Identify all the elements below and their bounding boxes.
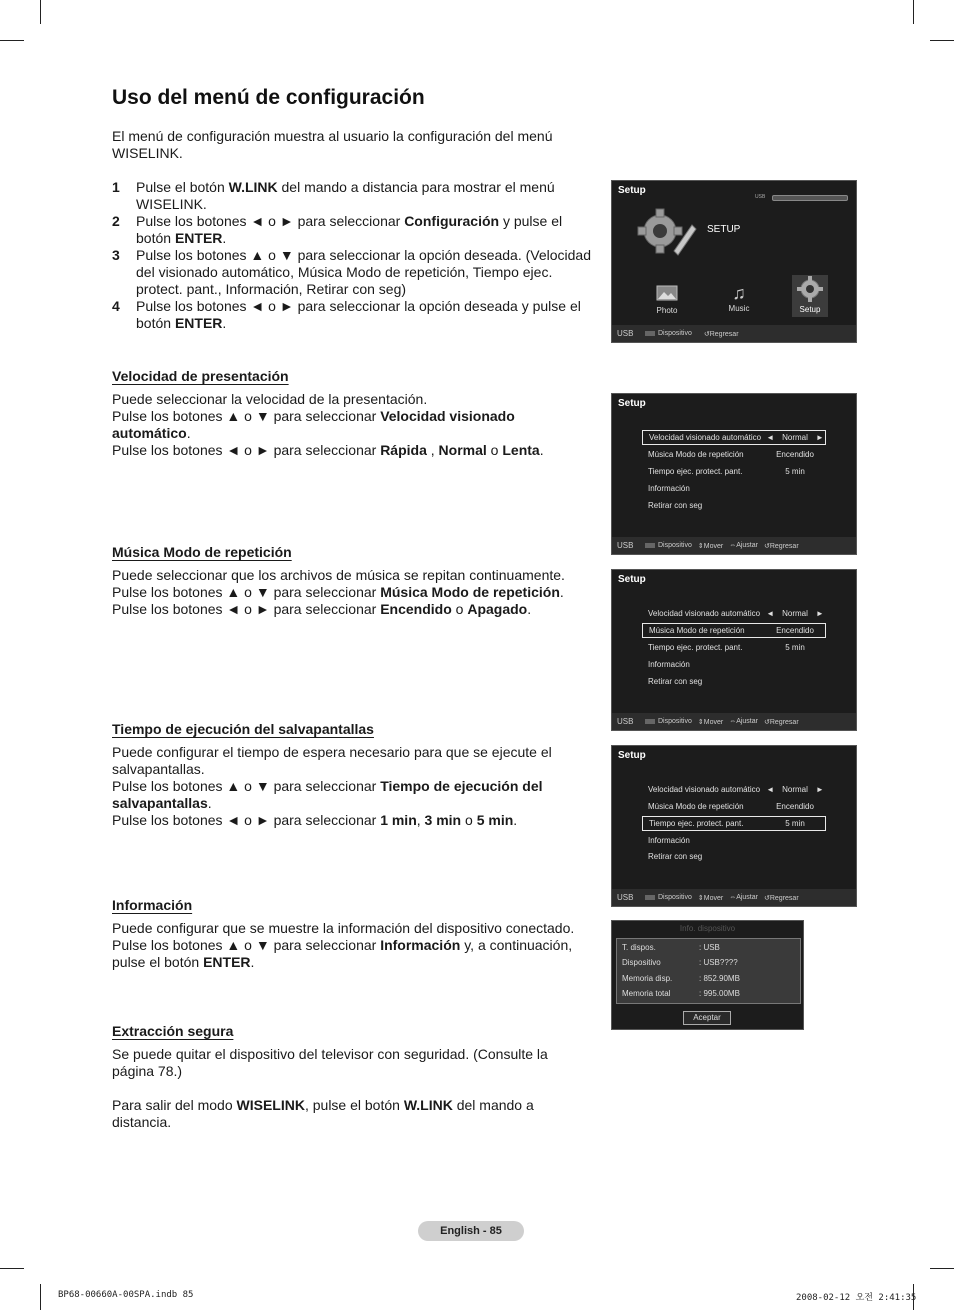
footer-move: Mover [703, 718, 724, 726]
screen-header: Setup [618, 398, 646, 409]
footer-move: Mover [703, 894, 724, 902]
step-item [112, 179, 592, 213]
section-title: Extracción segura [112, 1023, 234, 1039]
menu-item-value: 5 min [785, 819, 805, 828]
section-text: o [486, 442, 503, 458]
info-key: Dispositivo [622, 958, 661, 967]
crop-mark [40, 1284, 41, 1310]
info-table [616, 938, 801, 1004]
footer-back: Regresar [769, 718, 799, 726]
menu-item-label: Música Modo de repetición [648, 802, 744, 811]
section-bold: 5 min [476, 812, 514, 828]
section-text: , [416, 812, 425, 828]
section-bold: Lenta [502, 442, 540, 458]
crop-mark [930, 40, 954, 41]
screen-footer [612, 537, 856, 554]
menu-item-label: Velocidad visionado automático [648, 785, 761, 794]
setup-menu-screen-3 [611, 745, 857, 907]
device-icon [645, 719, 655, 724]
section-text: Pulse los botones ▲ o ▼ para seleccionar [112, 778, 381, 794]
footer-adjust: Ajustar [736, 542, 758, 549]
section-text: o [451, 601, 468, 617]
menu-item-label: Tiempo ejec. protect. pant. [648, 643, 743, 652]
step-text: y pulse el botón [136, 213, 563, 246]
menu-item-label: Tiempo ejec. protect. pant. [649, 819, 744, 828]
info-value: : USB???? [699, 958, 738, 967]
footer-usb: USB [617, 717, 634, 726]
screen-header: Setup [618, 185, 646, 196]
return-icon: ↺ [763, 542, 770, 550]
menu-item-label: Información [648, 660, 690, 669]
menu-item-retirar[interactable] [642, 498, 826, 513]
arrow-left-icon[interactable]: ◄ [766, 785, 775, 794]
section-title: Música Modo de repetición [112, 544, 292, 560]
section-extraccion [112, 1023, 592, 1131]
screen-footer [612, 713, 856, 730]
arrow-right-icon[interactable]: ► [815, 433, 824, 442]
section-line: Puede configurar el tiempo de espera necesario para que se ejecute el salvapantallas. [112, 744, 552, 777]
section-bold: Música Modo de repetición [380, 584, 560, 600]
section-bold: 1 min [380, 812, 417, 828]
section-text: . [207, 795, 212, 811]
section-text: Pulse los botones ▲ o ▼ para seleccionar [112, 584, 381, 600]
info-row [622, 974, 740, 983]
section-text: Pulse los botones ◄ o ► para seleccionar [112, 442, 381, 458]
accept-button[interactable]: Aceptar [683, 1011, 731, 1025]
menu-item-velocidad[interactable] [642, 430, 826, 445]
menu-item-label: Tiempo ejec. protect. pant. [648, 467, 743, 476]
section-bold: Tiempo de ejecución del salvapantallas [112, 778, 543, 811]
setup-home-screen [611, 180, 857, 343]
page-title: Uso del menú de configuración [112, 86, 425, 109]
music-tile[interactable] [724, 285, 754, 313]
screen-header: Setup [618, 574, 646, 585]
info-value: : 995.00MB [699, 989, 740, 998]
menu-item-tiempo[interactable] [642, 464, 826, 479]
footer-back: Regresar [769, 894, 799, 902]
photo-icon [656, 285, 678, 301]
menu-item-tiempo[interactable] [642, 640, 826, 655]
gear-icon [796, 275, 824, 303]
step-number: 1 [112, 179, 120, 195]
menu-item-value: Normal [782, 609, 808, 618]
section-line: Se puede quitar el dispositivo del televisor con seguridad. (Consulte la página 78.) [112, 1046, 548, 1079]
menu-item-value: 5 min [785, 467, 805, 476]
step-item [112, 247, 592, 298]
steps-list [112, 179, 592, 332]
crop-mark [913, 0, 914, 24]
section-text: . [250, 954, 255, 970]
section-text: , [426, 442, 439, 458]
menu-item-musica[interactable] [642, 799, 826, 814]
footer-adjust: Ajustar [736, 718, 758, 725]
crop-mark [0, 40, 24, 41]
step-bold: ENTER [174, 230, 223, 246]
device-icon [645, 543, 655, 548]
section-tiempo [112, 721, 592, 829]
section-bold: WISELINK [236, 1097, 305, 1113]
device-icon [645, 895, 655, 900]
setup-menu-screen-1 [611, 393, 857, 555]
step-text: del mando a distancia para mostrar el menú WISELINK. [136, 179, 555, 212]
device-icon [645, 331, 655, 336]
footer-back: Regresar [709, 330, 739, 338]
menu-item-velocidad[interactable] [642, 606, 826, 621]
menu-item-value: 5 min [785, 643, 805, 652]
section-bold: Información [380, 937, 461, 953]
section-bold: ENTER [203, 954, 251, 970]
intro-text: El menú de configuración muestra al usuario la configuración del menú WISELINK. [112, 128, 553, 161]
section-text: del mando a distancia. [112, 1097, 534, 1130]
menu-item-retirar[interactable] [642, 674, 826, 689]
info-key: Memoria total [622, 989, 671, 998]
step-text: Pulse el botón [136, 179, 229, 195]
setup-big-label: SETUP [707, 224, 741, 235]
tile-label: Music [728, 304, 750, 313]
info-value: : USB [699, 943, 720, 952]
section-line: Puede seleccionar que los archivos de música se repitan continuamente. [112, 567, 565, 583]
section-text: . [186, 425, 191, 441]
menu-item-label: Velocidad visionado automático [648, 609, 761, 618]
menu-item-retirar[interactable] [642, 849, 826, 864]
tile-label: Setup [799, 305, 821, 314]
step-text: . [222, 230, 227, 246]
menu-item-value: Normal [782, 433, 808, 442]
arrow-right-icon[interactable]: ► [815, 609, 824, 618]
info-key: T. dispos. [622, 943, 656, 952]
menu-item-label: Música Modo de repetición [649, 626, 745, 635]
section-bold: W.LINK [403, 1097, 453, 1113]
usb-label: USB [755, 194, 766, 200]
info-row [622, 989, 740, 998]
menu-item-informacion[interactable] [642, 657, 826, 672]
section-musica [112, 544, 592, 618]
usb-capacity-bar [772, 195, 848, 201]
setup-tile[interactable] [792, 275, 828, 317]
section-text: o [461, 812, 477, 828]
section-line: Puede seleccionar la velocidad de la presentación. [112, 391, 428, 407]
step-text: Pulse los botones ▲ o ▼ para seleccionar la opción deseada. (Velocidad del visionado automático, Música Modo de repetición, Tiempo ejec. protect. pant., Información, Retirar con seg) [136, 247, 591, 297]
menu-item-value: Encendido [776, 802, 814, 811]
info-row [622, 943, 720, 952]
menu-item-musica[interactable] [642, 623, 826, 638]
menu-item-informacion[interactable] [642, 833, 826, 848]
menu-item-label: Música Modo de repetición [648, 450, 744, 459]
section-bold: Encendido [380, 601, 452, 617]
menu-item-musica[interactable] [642, 447, 826, 462]
print-timestamp: 2008-02-12 오전 2:41:35 [796, 1293, 917, 1303]
section-text: y, a continuación, pulse el botón [112, 937, 573, 970]
arrow-left-icon[interactable]: ◄ [766, 433, 775, 442]
menu-item-label: Velocidad visionado automático [649, 433, 762, 442]
photo-tile[interactable] [652, 285, 682, 315]
footer-move: Mover [703, 542, 724, 550]
footer-back: Regresar [769, 542, 799, 550]
step-bold: W.LINK [228, 179, 278, 195]
page-number-badge: English - 85 [418, 1221, 524, 1241]
menu-item-label: Retirar con seg [648, 852, 703, 861]
screen-header: Setup [618, 750, 646, 761]
section-informacion [112, 897, 592, 971]
section-text: , pulse el botón [304, 1097, 404, 1113]
up-down-icon: ⇕ [697, 894, 704, 902]
tile-label: Photo [656, 306, 678, 315]
up-down-icon: ⇕ [697, 542, 704, 550]
setup-menu-screen-2 [611, 569, 857, 731]
section-line: Puede configurar que se muestre la información del dispositivo conectado. [112, 920, 575, 936]
section-bold: Rápida [380, 442, 427, 458]
step-text: Pulse los botones ◄ o ► para seleccionar la opción deseada y pulse el botón [136, 298, 581, 331]
footer-adjust: Ajustar [736, 894, 758, 901]
step-number: 2 [112, 213, 120, 229]
section-bold: Apagado [467, 601, 528, 617]
menu-item-value: Encendido [776, 626, 814, 635]
section-title: Velocidad de presentación [112, 368, 289, 384]
music-note-icon: ♫ [732, 283, 746, 303]
left-right-icon: ⇔ [729, 894, 737, 901]
section-title: Información [112, 897, 193, 913]
section-bold: 3 min [424, 812, 462, 828]
screen-footer [612, 325, 856, 342]
section-title: Tiempo de ejecución del salvapantallas [112, 721, 374, 737]
step-number: 4 [112, 298, 120, 314]
section-text: . [513, 812, 518, 828]
menu-item-label: Información [648, 484, 690, 493]
crop-mark [40, 0, 41, 24]
section-text: . [559, 584, 564, 600]
footer-usb: USB [617, 893, 634, 902]
step-item [112, 213, 592, 247]
step-text: Pulse los botones ◄ o ► para seleccionar [136, 213, 405, 229]
info-key: Memoria disp. [622, 974, 673, 983]
section-text: Pulse los botones ◄ o ► para seleccionar [112, 601, 381, 617]
return-icon: ↺ [763, 894, 770, 902]
menu-item-value: Normal [782, 785, 808, 794]
menu-item-label: Información [648, 836, 690, 845]
return-icon: ↺ [703, 330, 710, 338]
menu-item-informacion[interactable] [642, 481, 826, 496]
step-text: . [222, 315, 227, 331]
arrow-right-icon[interactable]: ► [815, 785, 824, 794]
step-item [112, 298, 592, 332]
crop-mark [930, 1268, 954, 1269]
footer-usb: USB [617, 329, 634, 338]
section-bold: Velocidad visionado automático [112, 408, 515, 441]
screen-footer [612, 889, 856, 906]
step-number: 3 [112, 247, 120, 263]
section-text: . [527, 601, 532, 617]
menu-item-value: Encendido [776, 450, 814, 459]
crop-mark [0, 1268, 24, 1269]
arrow-left-icon[interactable]: ◄ [766, 609, 775, 618]
gear-wrench-icon [636, 205, 700, 265]
return-icon: ↺ [763, 718, 770, 726]
menu-item-tiempo[interactable] [642, 816, 826, 831]
info-value: : 852.90MB [699, 974, 740, 983]
step-bold: Configuración [404, 213, 500, 229]
footer-device: Dispositivo [658, 330, 692, 337]
footer-usb: USB [617, 541, 634, 550]
up-down-icon: ⇕ [697, 718, 704, 726]
footer-device: Dispositivo [658, 894, 692, 901]
step-bold: ENTER [174, 315, 223, 331]
section-text: Pulse los botones ◄ o ► para seleccionar [112, 812, 381, 828]
left-right-icon: ⇔ [729, 542, 737, 549]
section-text: . [539, 442, 544, 458]
info-row [622, 958, 738, 967]
section-text: Pulse los botones ▲ o ▼ para seleccionar [112, 937, 381, 953]
file-info: BP68-00660A-00SPA.indb 85 [58, 1290, 194, 1300]
menu-item-label: Retirar con seg [648, 501, 703, 510]
dialog-title: Info. dispositivo [679, 924, 736, 933]
section-velocidad [112, 368, 592, 459]
footer-device: Dispositivo [658, 718, 692, 725]
section-text: Pulse los botones ▲ o ▼ para seleccionar [112, 408, 381, 424]
section-text: Para salir del modo [112, 1097, 237, 1113]
footer-device: Dispositivo [658, 542, 692, 549]
left-right-icon: ⇔ [729, 718, 737, 725]
menu-item-label: Retirar con seg [648, 677, 703, 686]
device-info-dialog [611, 920, 804, 1030]
section-bold: Normal [438, 442, 487, 458]
menu-item-velocidad[interactable] [642, 782, 826, 797]
